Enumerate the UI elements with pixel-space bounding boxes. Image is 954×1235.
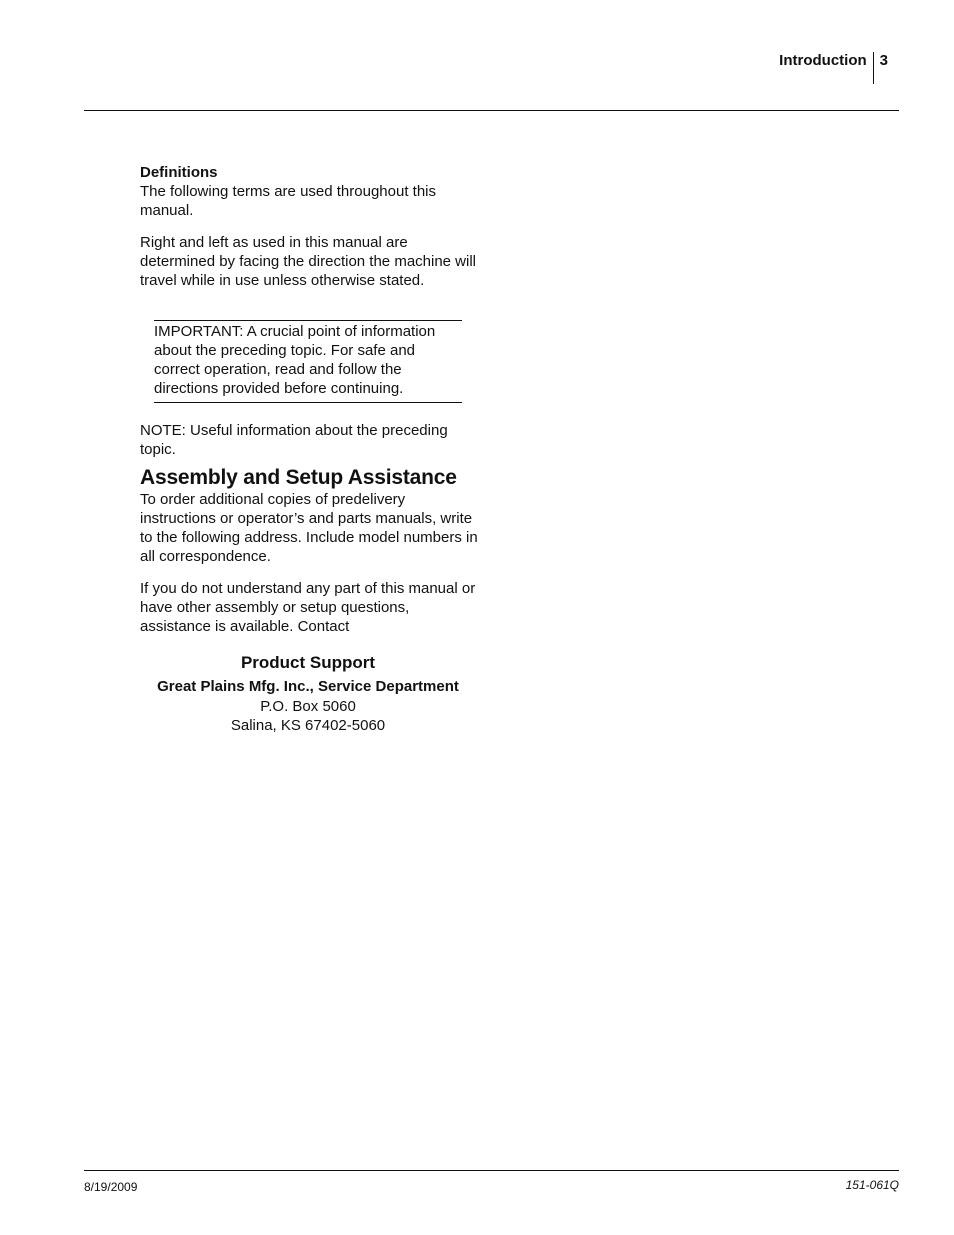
section-title: Assembly and Setup Assistance (140, 466, 457, 489)
page-number: 3 (879, 52, 888, 69)
content-column (140, 163, 480, 735)
assembly-paragraph-2: If you do not understand any part of this manual or have other assembly or setup questions, assistance is available. Contact (140, 580, 476, 635)
important-text: IMPORTANT: A crucial point of information about the preceding topic. For safe and correct operation, read and follow the directions provided before continuing. (154, 323, 436, 397)
header-rule (84, 110, 899, 111)
footer-rule (84, 1170, 899, 1171)
definitions-heading: Definitions (140, 164, 218, 181)
support-title: Product Support (240, 653, 376, 672)
support-po-box: P.O. Box 5060 (260, 698, 356, 715)
page-header (779, 52, 888, 84)
section-name: Introduction (779, 52, 867, 69)
product-support-address (140, 652, 476, 735)
support-city: Salina, KS 67402-5060 (230, 717, 386, 734)
note-text: NOTE: Useful information about the preceding topic. (140, 422, 448, 458)
footer-doc-number: 151-061Q (845, 1178, 899, 1192)
support-company: Great Plains Mfg. Inc., Service Department (157, 678, 459, 695)
assembly-paragraph-1: To order additional copies of predelivery instructions or operator’s and parts manuals, write to the following address. Include model numbers in all correspondence. (140, 491, 478, 565)
footer-date: 8/19/2009 (84, 1180, 138, 1194)
important-box (154, 320, 462, 403)
definitions-intro: The following terms are used throughout this manual. (140, 183, 436, 219)
right-left-paragraph: Right and left as used in this manual are determined by facing the direction the machine will travel while in use unless otherwise stated. (140, 234, 477, 289)
